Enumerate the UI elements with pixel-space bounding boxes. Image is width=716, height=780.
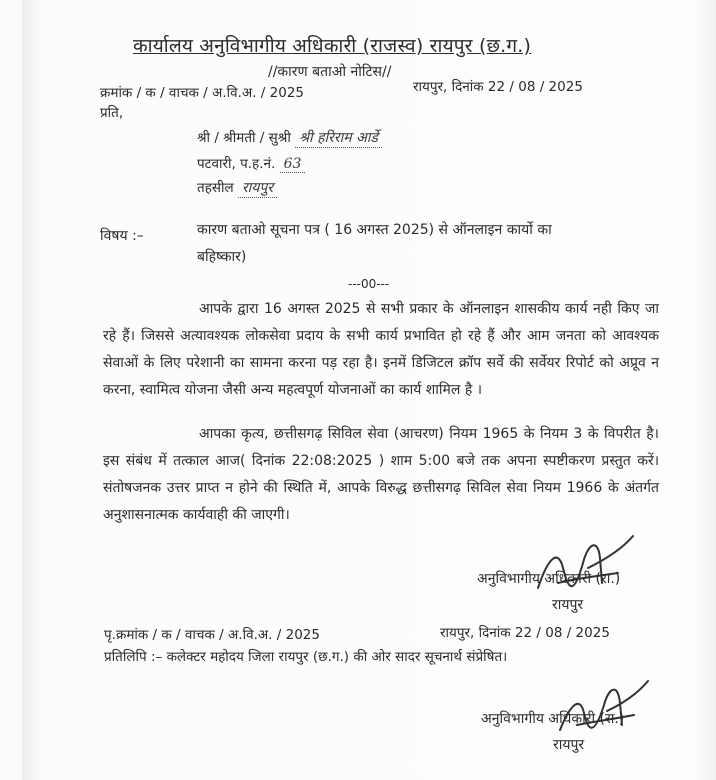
prati-label: प्रति, bbox=[100, 105, 124, 121]
endorsement-date: रायपुर, दिनांक 22 / 08 / 2025 bbox=[440, 625, 610, 641]
subject-line-1: कारण बताओ सूचना पत्र ( 16 अगस्त 2025) से ऑनलाइन कार्यो का bbox=[197, 222, 552, 238]
signature-2-place: रायपुर bbox=[553, 737, 585, 753]
separator: ---00--- bbox=[348, 277, 390, 291]
endorsement-number: पृ.क्रमांक / क / वाचक / अ.वि.अ. / 2025 bbox=[104, 627, 320, 643]
body-paragraph-1: आपके द्वारा 16 अगस्त 2025 से सभी प्रकार के ऑनलाइन शासकीय कार्य नही किए जा रहे हैं। जिससे अत्यावश्यक लोकसेवा प्रदाय के सभी कार्य प्रभावित हो रहे हैं और आम जनता को आवश्यक सेवाओं के लिए परेशानी का सामना करना पड़ रहा है। इनमें डिजिटल क्रॉप सर्वे की सर्वेयर रिपोर्ट को अप्रूव न करना, स्वामित्व योजना जैसी अन्य महत्वपूर्ण योजनाओं का कार्य शामिल है । bbox=[103, 301, 659, 398]
body-paragraph-2: आपका कृत्य, छत्तीसगढ़ सिविल सेवा (आचरण) नियम 1965 के नियम 3 के विपरीत है। इस संबंध में तत्काल आज( दिनांक 22:08:2025 ) शाम 5:00 बजे तक अपना स्पष्टीकरण प्रस्तुत करें। संतोषजनक उत्तर प्राप्त न होने की स्थिति में, आपके विरुद्ध छत्तीसगढ़ सिविल सेवा नियम 1966 के अंतर्गत अनुशासनात्मक कार्यवाही की जाएगी। bbox=[103, 426, 659, 523]
patwari-row bbox=[197, 154, 305, 173]
subject-line-2: बहिष्कार) bbox=[197, 249, 247, 265]
addressee-name-value: श्री हरिराम आर्डे bbox=[295, 128, 382, 148]
patwari-value: 63 bbox=[280, 156, 306, 173]
reference-number: क्रमांक / क / वाचक / अ.वि.अ. / 2025 bbox=[100, 85, 305, 101]
office-title: कार्यालय अनुविभागीय अधिकारी (राजस्व) रायपुर (छ.ग.) bbox=[133, 35, 532, 57]
tehsil-value: रायपुर bbox=[238, 178, 277, 198]
notice-heading: //कारण बताओ नोटिस// bbox=[268, 64, 392, 80]
copy-to-line: प्रतिलिपि :– कलेक्टर महोदय जिला रायपुर (छ.ग.) की ओर सादर सूचनार्थ संप्रेषित। bbox=[104, 649, 508, 665]
signature-1-designation: अनुविभागीय अधिकारी (रा.) bbox=[477, 571, 621, 587]
reference-date: रायपुर, दिनांक 22 / 08 / 2025 bbox=[413, 79, 583, 95]
subject-label: विषय :– bbox=[100, 228, 144, 244]
addressee-name-row bbox=[197, 128, 382, 148]
addressee-name-label: श्री / श्रीमती / सुश्री bbox=[197, 130, 291, 146]
signature-1-place: रायपुर bbox=[552, 597, 584, 613]
tehsil-label: तहसील bbox=[197, 180, 234, 196]
signature-2-designation: अनुविभागीय अधिकारी (रा.) bbox=[481, 711, 625, 727]
tehsil-row bbox=[197, 178, 277, 198]
patwari-label: पटवारी, प.ह.नं. bbox=[197, 156, 276, 172]
